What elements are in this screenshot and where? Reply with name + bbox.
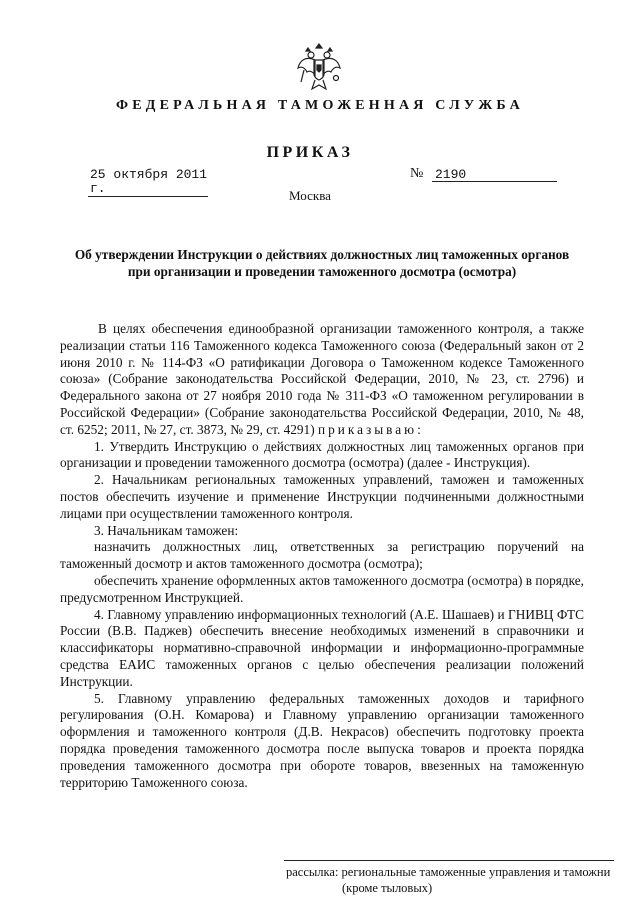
- item-3: 3. Начальникам таможен:: [94, 522, 239, 538]
- mailing-divider: [284, 860, 614, 861]
- order-number-field: [410, 166, 554, 182]
- item-4: 4. Главному управлению информационных технологий (А.Е. Шашаев) и ГНИВЦ ФТС России (В.В. Паджев) обеспечить внесение необходимых изменений в справочники и классификаторы нормативно-справочной информации и информационно-программные средства ЕАИС таможенных органов с целью обеспечения реализации положений Инструкции.: [60, 606, 584, 689]
- document-title: Об утверждении Инструкции о действиях должностных лиц таможенных органов при организации и проведении таможенного досмотра (осмотра): [74, 247, 570, 279]
- document-body: [60, 321, 584, 791]
- mailing-list: [286, 864, 614, 896]
- russian-coat-of-arms-icon: [296, 42, 342, 92]
- mailing-line-1: рассылка: региональные таможенные управления и таможни: [286, 865, 611, 879]
- item-3b: обеспечить хранение оформленных актов таможенного досмотра (осмотра) в порядке, предусмотренном Инструкцией.: [60, 572, 584, 605]
- preamble-text: В целях обеспечения единообразной организации таможенного контроля, а также реализации статьи 116 Таможенного кодекса Таможенного союза (Федеральный закон от 2 июня 2010 г. № 114-ФЗ «О ратификации Договора о Таможенном кодексе Таможенного союза» (Собрание законодательства Российской Федерации, 2010, № 23, ст. 2796) и Федерального закона от 27 ноября 2010 года № 311-ФЗ «О таможенном регулировании в Российской Федерации» (Собрание законодательства Российской Федерации, 2010, № 48, ст. 6252; 2011, № 27, ст. 3873, № 29, ст. 4291): [60, 321, 584, 437]
- mailing-line-2: (кроме тыловых): [342, 881, 433, 895]
- item-2: 2. Начальникам региональных таможенных управлений, таможен и таможенных постов обеспечить изучение и применение Инструкции подчиненными должностными лицами при осуществлении таможенного контроля.: [60, 472, 584, 521]
- item-5: 5. Главному управлению федеральных таможенных доходов и тарифного регулирования (О.Н. Комарова) и Главному управлению организации таможенного оформления и таможенного контроля (Д.В. Некрасов) обеспечить подготовку проекта порядка проведения таможенного досмотра после выпуска товаров и проекта порядка проведения таможенного досмотра при обороте товаров, ввезенных на таможенную территорию Таможенного союза.: [60, 690, 584, 790]
- order-word: приказываю:: [317, 421, 424, 437]
- item-1: 1. Утвердить Инструкцию о действиях должностных лиц таможенных органов при организации и проведении таможенного досмотра (осмотра) (далее - Инструкция).: [60, 438, 584, 471]
- order-date: 25 октября 2011 г.: [90, 167, 208, 196]
- preamble-paragraph: [60, 321, 584, 439]
- item-3a: назначить должностных лиц, ответственных за регистрацию поручений на таможенный досмотр и актов таможенного досмотра (осмотра);: [60, 539, 584, 572]
- city: Москва: [289, 188, 331, 203]
- number-sign: №: [410, 166, 424, 181]
- order-number: 2190: [432, 168, 557, 182]
- document-type: ПРИКАЗ: [266, 144, 354, 161]
- agency-name: ФЕДЕРАЛЬНАЯ ТАМОЖЕННАЯ СЛУЖБА: [116, 98, 524, 113]
